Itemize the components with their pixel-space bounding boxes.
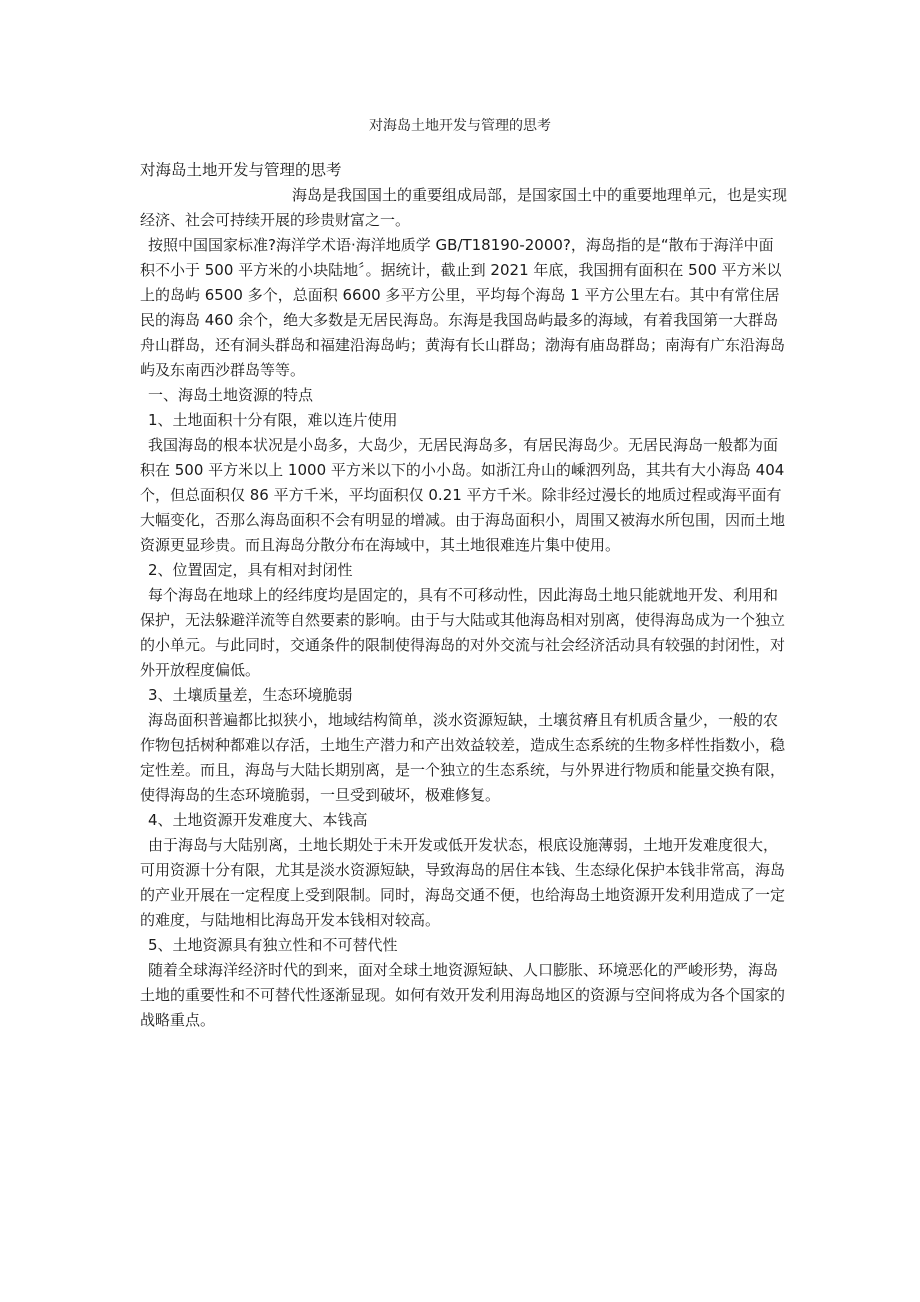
document-subtitle: 对海岛土地开发与管理的思考 bbox=[140, 161, 342, 179]
subsection-heading-2: 2、位置固定，具有相对封闭性 bbox=[148, 561, 353, 579]
paragraph-3: 海岛面积普遍都比拟狭小，地域结构简单，淡水资源短缺，土壤贫瘠且有机质含量少，一般的农作物包括树种都难以存活，土地生产潜力和产出效益较差，造成生态系统的生物多样性指数小，稳定性差。而且，海岛与大陆长期别离，是一个独立的生态系统，与外界进行物质和能量交换有限，使得海岛的生态环境脆弱，一旦受到破坏，极难修复。 bbox=[140, 711, 786, 804]
paragraph-definition: 按照中国国家标准?海洋学术语·海洋地质学 GB/T18190-2000?，海岛指的是“散布于海洋中面积不小于 500 平方米的小块陆地〞。据统计，截止到 2021 年底，我国拥有面积在 500 平方米以上的岛屿 6500 多个，总面积 6600 多平方公里，平均每个海岛 1 平方公里左右。其中有常住居民的海岛 460 余个，绝大多数是无居民海岛。东海是我国岛屿最多的海域，有着我国第一大群岛舟山群岛，还有洞头群岛和福建沿海岛屿；黄海有长山群岛；渤海有庙岛群岛；南海有广东沿海岛屿及东南西沙群岛等等。 bbox=[140, 236, 786, 379]
subsection-heading-4: 4、土地资源开发难度大、本钱高 bbox=[148, 811, 368, 829]
subsection-heading-1: 1、土地面积十分有限，难以连片使用 bbox=[148, 411, 398, 429]
paragraph-5: 随着全球海洋经济时代的到来，面对全球土地资源短缺、人口膨胀、环境恶化的严峻形势，海岛土地的重要性和不可替代性逐渐显现。如何有效开发利用海岛地区的资源与空间将成为各个国家的战略重点。 bbox=[140, 961, 786, 1029]
subsection-heading-5: 5、土地资源具有独立性和不可替代性 bbox=[148, 936, 398, 954]
document-title: 对海岛土地开发与管理的思考 bbox=[369, 118, 551, 134]
document-body bbox=[140, 158, 788, 1033]
paragraph-2: 每个海岛在地球上的经纬度均是固定的，具有不可移动性，因此海岛土地只能就地开发、利用和保护，无法躲避洋流等自然要素的影响。由于与大陆或其他海岛相对别离，使得海岛成为一个独立的小单元。与此同时，交通条件的限制使得海岛的对外交流与社会经济活动具有较强的封闭性，对外开放程度偏低。 bbox=[140, 586, 786, 679]
paragraph-1: 我国海岛的根本状况是小岛多，大岛少，无居民海岛多，有居民海岛少。无居民海岛一般都为面积在 500 平方米以上 1000 平方米以下的小小岛。如浙江舟山的嵊泗列岛，其共有大小海岛 404 个，但总面积仅 86 平方千米，平均面积仅 0.21 平方千米。除非经过漫长的地质过程或海平面有大幅变化，否那么海岛面积不会有明显的增减。由于海岛面积小，周围又被海水所包围，因而土地资源更显珍贵。而且海岛分散分布在海域中，其土地很难连片集中使用。 bbox=[140, 436, 786, 554]
paragraph-4: 由于海岛与大陆别离，土地长期处于未开发或低开发状态，根底设施薄弱，土地开发难度很大，可用资源十分有限，尤其是淡水资源短缺，导致海岛的居住本钱、生态绿化保护本钱非常高，海岛的产业开展在一定程度上受到限制。同时，海岛交通不便，也给海岛土地资源开发利用造成了一定的难度，与陆地相比海岛开发本钱相对较高。 bbox=[140, 836, 786, 929]
intro-paragraph: 海岛是我国国土的重要组成局部，是国家国土中的重要地理单元，也是实现经济、社会可持续开展的珍贵财富之一。 bbox=[140, 186, 788, 229]
subsection-heading-3: 3、土壤质量差，生态环境脆弱 bbox=[148, 686, 353, 704]
section-heading: 一、海岛土地资源的特点 bbox=[148, 386, 314, 404]
